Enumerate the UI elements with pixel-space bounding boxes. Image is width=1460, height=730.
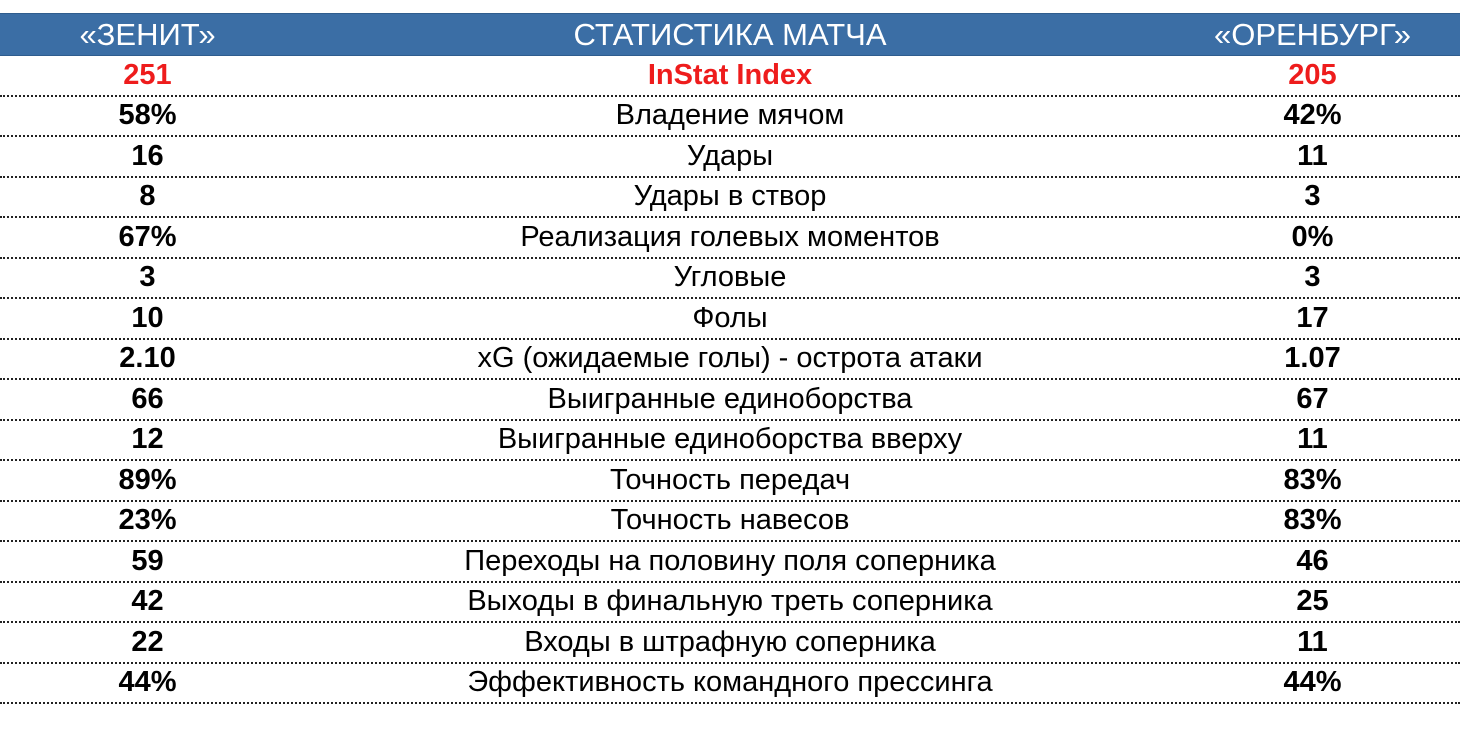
stat-row	[0, 664, 1460, 705]
stat-row	[0, 380, 1460, 421]
away-value: 11	[1297, 139, 1328, 172]
stat-row	[0, 583, 1460, 624]
away-value: 83%	[1283, 463, 1342, 496]
away-value: 3	[1304, 180, 1321, 213]
stat-label: Выходы в финальную треть соперника	[467, 585, 993, 618]
home-value: 44%	[118, 666, 177, 699]
stat-row	[0, 502, 1460, 543]
home-value: 23%	[118, 504, 177, 537]
away-value: 67	[1296, 382, 1329, 415]
home-value: 22	[131, 625, 164, 658]
stat-label: Переходы на половину поля соперника	[464, 544, 996, 577]
away-value: 205	[1288, 58, 1337, 91]
table-header	[0, 13, 1460, 56]
stat-label: Входы в штрафную соперника	[524, 625, 936, 658]
stat-row	[0, 137, 1460, 178]
home-value: 10	[131, 301, 164, 334]
away-value: 3	[1304, 261, 1321, 294]
stat-row	[0, 259, 1460, 300]
stat-row	[0, 623, 1460, 664]
home-value: 8	[139, 180, 156, 213]
away-value: 1.07	[1284, 342, 1341, 375]
home-value: 16	[131, 139, 164, 172]
home-value: 2.10	[119, 342, 176, 375]
home-value: 251	[123, 58, 172, 91]
stat-label: Реализация голевых моментов	[520, 220, 940, 253]
stat-label: Точность навесов	[610, 504, 850, 537]
home-value: 59	[131, 544, 164, 577]
stat-label: InStat Index	[647, 58, 813, 91]
home-value: 12	[131, 423, 164, 456]
away-value: 25	[1296, 585, 1329, 618]
stat-row	[0, 97, 1460, 138]
away-value: 42%	[1283, 99, 1342, 132]
away-value: 0%	[1291, 220, 1334, 253]
stat-row	[0, 340, 1460, 381]
stat-label: Эффективность командного прессинга	[467, 666, 993, 699]
away-team-name: «ОРЕНБУРГ»	[1213, 17, 1412, 52]
stat-row	[0, 542, 1460, 583]
home-value: 66	[131, 382, 164, 415]
stat-label: Удары	[686, 139, 774, 172]
away-value: 17	[1296, 301, 1329, 334]
stat-label: Фолы	[692, 301, 768, 334]
table-title: СТАТИСТИКА МАТЧА	[573, 17, 887, 52]
home-value: 67%	[118, 220, 177, 253]
stat-label: Владение мячом	[615, 99, 845, 132]
home-value: 58%	[118, 99, 177, 132]
away-value: 83%	[1283, 504, 1342, 537]
home-value: 3	[139, 261, 156, 294]
stat-row	[0, 299, 1460, 340]
match-stats-table	[0, 13, 1460, 704]
stat-label: Точность передач	[609, 463, 851, 496]
away-value: 46	[1296, 544, 1329, 577]
stat-row-instat-index	[0, 56, 1460, 97]
stat-label: Выигранные единоборства вверху	[497, 423, 963, 456]
stat-row	[0, 178, 1460, 219]
stat-label: Выигранные единоборства	[547, 382, 913, 415]
home-value: 42	[131, 585, 164, 618]
away-value: 44%	[1283, 666, 1342, 699]
away-value: 11	[1297, 423, 1328, 456]
away-value: 11	[1297, 625, 1328, 658]
home-team-name: «ЗЕНИТ»	[79, 17, 216, 52]
stat-row	[0, 461, 1460, 502]
stat-label: Угловые	[673, 261, 787, 294]
stat-row	[0, 421, 1460, 462]
stat-row	[0, 218, 1460, 259]
stat-label: xG (ожидаемые голы) - острота атаки	[477, 342, 983, 375]
stat-label: Удары в створ	[633, 180, 827, 213]
home-value: 89%	[118, 463, 177, 496]
